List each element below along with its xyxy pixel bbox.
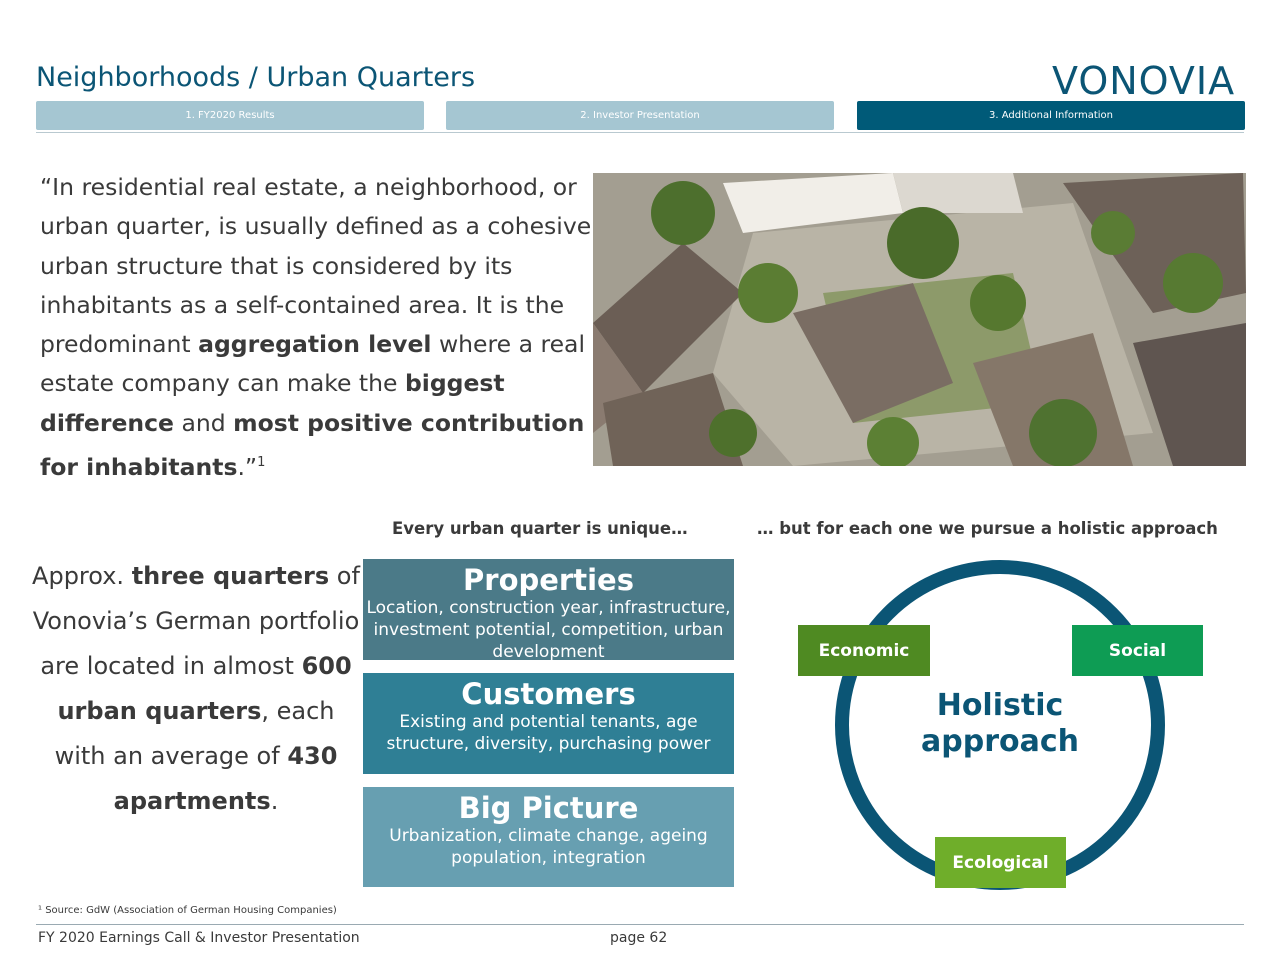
box-description: Existing and potential tenants, age structure, diversity, purchasing power	[386, 712, 711, 754]
definition-quote: “In residential real estate, a neighborhood, or urban quarter, is usually defined as a cohesive urban structure that is considered by its inhabitants as a self-contained area. It is the predominant aggregation level where a real estate company can make the biggest difference and most positive contribution for inhabitants.”$^1$	[40, 173, 592, 481]
nav-divider	[36, 132, 1244, 133]
box-title: Big Picture	[458, 791, 639, 825]
vonovia-logo	[1052, 62, 1244, 98]
box-title: Properties	[463, 563, 634, 597]
column-heading-holistic: … but for each one we pursue a holistic approach	[757, 519, 1218, 538]
properties-box	[363, 559, 734, 660]
box-description: Urbanization, climate change, ageing population, integration	[389, 826, 708, 868]
tab-label: 3. Additional Information	[989, 110, 1113, 121]
economic-badge: Economic	[798, 625, 930, 676]
portfolio-statistic: Approx. three quarters of Vonovia’s German portfolio are located in almost 600 urban quarters, each with an average of 430 apartments.	[32, 562, 360, 815]
footer-divider	[36, 924, 1244, 925]
tab-investor-presentation[interactable]	[446, 101, 834, 130]
customers-box	[363, 673, 734, 774]
column-heading-unique: Every urban quarter is unique…	[392, 519, 688, 538]
box-description: Location, construction year, infrastructure, investment potential, competition, urban development	[366, 598, 731, 662]
tab-label: 2. Investor Presentation	[580, 110, 700, 121]
tab-label: 1. FY2020 Results	[185, 110, 275, 121]
footer-event: FY 2020 Earnings Call & Investor Presentation	[38, 930, 360, 946]
page-number: page 62	[610, 930, 668, 946]
svg-text:VONOVIA: VONOVIA	[1052, 62, 1236, 98]
source-footnote: ¹ Source: GdW (Association of German Housing Companies)	[38, 905, 337, 916]
tab-additional-information[interactable]	[857, 101, 1245, 130]
box-title: Customers	[461, 677, 636, 711]
big-picture-box	[363, 787, 734, 887]
tab-fy2020-results[interactable]	[36, 101, 424, 130]
holistic-approach-label: Holistic approach	[921, 688, 1079, 759]
ecological-badge: Ecological	[935, 837, 1066, 888]
social-badge: Social	[1072, 625, 1203, 676]
aerial-photo	[593, 173, 1246, 466]
page-title: Neighborhoods / Urban Quarters	[36, 62, 476, 93]
